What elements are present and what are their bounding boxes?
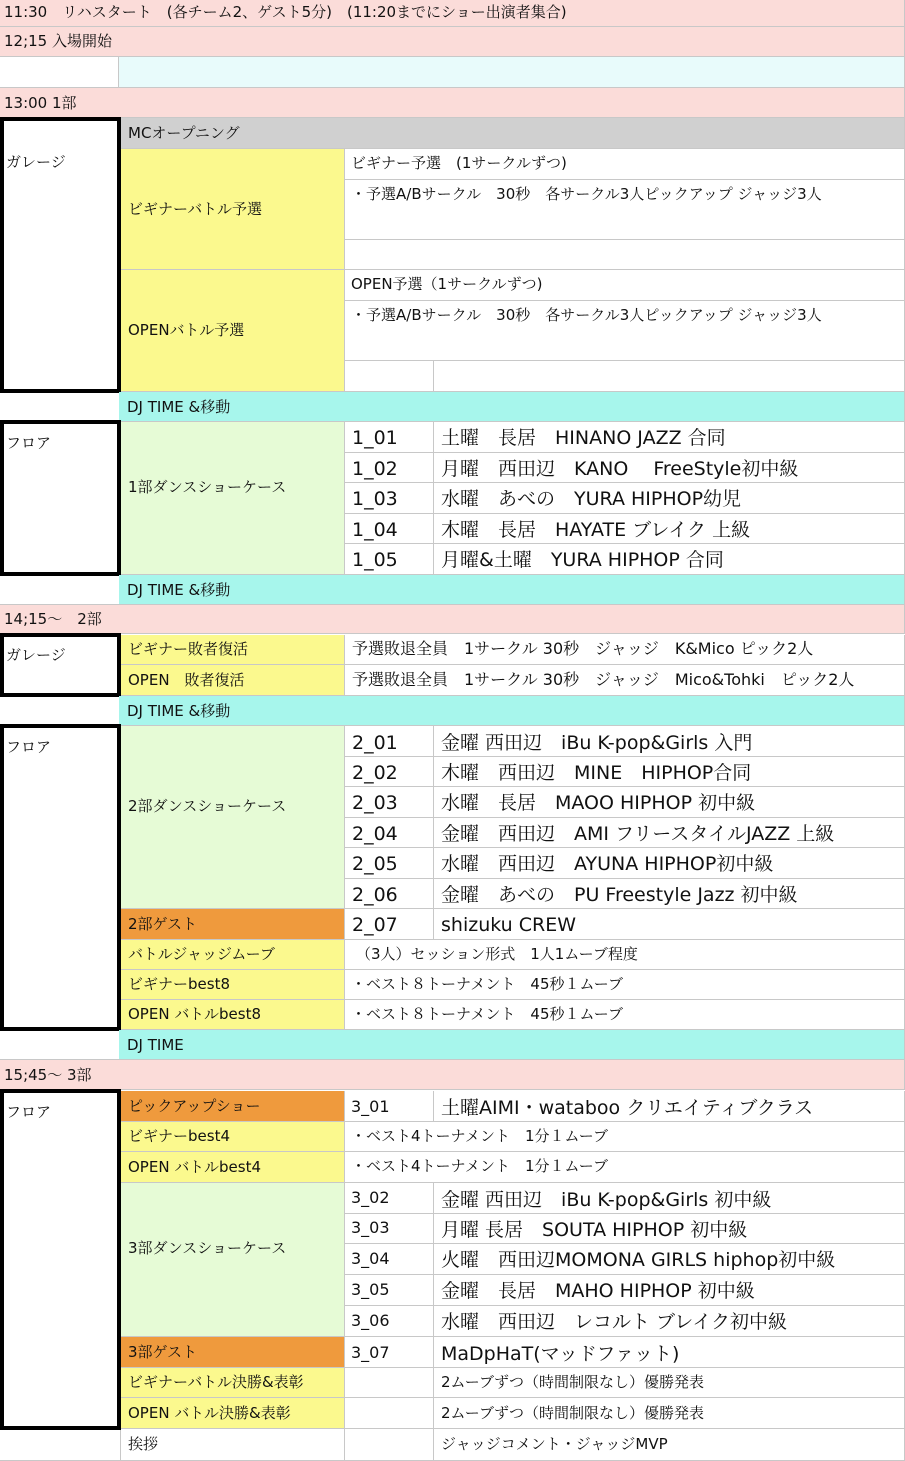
showcase-entry: MaDpHaT(マッドファット) — [441, 1343, 680, 1365]
showcase-number-cell — [345, 757, 434, 787]
showcase-entry-cell — [434, 1275, 905, 1306]
beginner-final-desc: 2ムーブずつ（時間制限なし）優勝発表 — [441, 1373, 705, 1391]
showcase-number: 3_07 — [351, 1343, 390, 1362]
showcase-number-cell — [345, 483, 434, 514]
open-best4-desc: ・ベスト4トーナメント 1分１ムーブ — [351, 1157, 608, 1175]
showcase-number: 2_06 — [352, 884, 398, 906]
showcase-number-cell — [345, 453, 434, 483]
showcase-number-cell — [345, 1306, 434, 1337]
mc-opening-row — [121, 118, 905, 149]
showcase-number: 2_04 — [352, 823, 398, 845]
showcase-entry: shizuku CREW — [441, 914, 576, 936]
pickup-show-label: ピックアップショー — [128, 1097, 261, 1115]
part3-row — [0, 1060, 905, 1090]
showcase-entry: 土曜 長居 HINANO JAZZ 合同 — [441, 427, 726, 449]
showcase-entry-cell — [434, 544, 905, 575]
beginner-best4-label: ビギナーbest4 — [128, 1127, 230, 1145]
floor-label: フロア — [6, 1103, 52, 1121]
open-prelim-cell — [121, 270, 345, 392]
judge-move-desc: （3人）セッション形式 1人1ムーブ程度 — [356, 945, 638, 963]
entry-row — [0, 27, 905, 57]
showcase-number: 1_04 — [352, 519, 398, 541]
part1-row — [0, 88, 905, 118]
showcase-number: 3_04 — [351, 1249, 390, 1268]
showcase-number-cell — [345, 879, 434, 909]
showcase-entry: 金曜 西田辺 AMI フリースタイルJAZZ 上級 — [441, 823, 835, 845]
showcase-entry: 水曜 あべの YURA HIPHOP幼児 — [441, 488, 742, 510]
dj-move-row — [119, 575, 905, 605]
dj-move-row — [119, 392, 905, 422]
showcase-number: 3_05 — [351, 1280, 390, 1299]
open-prelim-detail-cell — [345, 301, 905, 361]
showcase-entry: 月曜 長居 SOUTA HIPHOP 初中級 — [441, 1219, 748, 1241]
rehearsal-row — [0, 0, 905, 27]
showcase-entry: 水曜 西田辺 AYUNA HIPHOP初中級 — [441, 853, 774, 875]
blank-cell — [0, 576, 121, 605]
blank-cell — [434, 361, 905, 392]
beginner-best8-desc: ・ベスト８トーナメント 45秒１ムーブ — [351, 975, 623, 993]
beginner-prelim-label: ビギナーバトル予選 — [128, 200, 262, 218]
showcase-entry-cell — [434, 422, 905, 453]
showcase-number-cell — [345, 1244, 434, 1275]
showcase-number-cell — [345, 422, 434, 453]
blank-cell — [345, 361, 434, 392]
showcase-entry-cell — [434, 848, 905, 879]
showcase-entry-cell — [434, 1214, 905, 1244]
part2-heading: 14;15〜 2部 — [4, 610, 102, 628]
showcase-entry-cell — [434, 1091, 905, 1122]
blank-cell — [0, 57, 119, 88]
greeting-cell — [121, 1429, 345, 1461]
beginner-final-label: ビギナーバトル決勝&表彰 — [128, 1373, 304, 1391]
judge-move-label: バトルジャッジムーブ — [128, 945, 275, 963]
showcase-number-cell — [345, 787, 434, 818]
entry-text: 12;15 入場開始 — [4, 32, 112, 50]
showcase-entry-cell — [434, 909, 905, 940]
blank-cell — [0, 1031, 121, 1060]
greeting-desc-cell — [434, 1429, 905, 1461]
showcase-number: 1_05 — [352, 549, 398, 571]
dj-time-label: DJ TIME — [127, 1036, 184, 1054]
floor-venue-box — [0, 724, 121, 1031]
blank-band — [119, 57, 905, 88]
showcase-number-cell — [345, 1337, 434, 1368]
showcase-number: 2_05 — [352, 853, 398, 875]
showcase3-cell — [121, 1183, 345, 1337]
beginner-best8-label: ビギナーbest8 — [128, 975, 230, 993]
blank-cell — [345, 240, 905, 270]
judge-move-cell — [121, 940, 345, 970]
open-revival-label: OPEN 敗者復活 — [128, 671, 245, 689]
greeting-label: 挨拶 — [128, 1435, 159, 1453]
showcase-entry: 金曜 あべの PU Freestyle Jazz 初中級 — [441, 884, 798, 906]
guest3-cell — [121, 1337, 345, 1368]
showcase-entry: 金曜 長居 MAHO HIPHOP 初中級 — [441, 1280, 755, 1302]
greeting-desc: ジャッジコメント・ジャッジMVP — [441, 1435, 668, 1453]
beginner-best8-desc-cell — [345, 970, 905, 1000]
beginner-revival-label: ビギナー敗者復活 — [128, 640, 249, 658]
dj-move-label: DJ TIME &移動 — [127, 581, 231, 599]
dj-move-label: DJ TIME &移動 — [127, 398, 231, 416]
open-final-desc-cell — [434, 1398, 905, 1429]
open-prelim-label: OPENバトル予選 — [128, 321, 245, 339]
dj-time-row — [119, 1030, 905, 1060]
showcase-number-cell — [345, 848, 434, 879]
blank-cell — [0, 1430, 121, 1461]
open-best4-desc-cell — [345, 1152, 905, 1183]
showcase-number: 3_02 — [351, 1188, 390, 1207]
showcase-number: 3_06 — [351, 1311, 390, 1330]
showcase-number-cell — [345, 909, 434, 940]
showcase-entry-cell — [434, 726, 905, 757]
showcase-entry-cell — [434, 514, 905, 544]
beginner-prelim-title: ビギナー予選 (1サークルずつ) — [351, 154, 567, 172]
beginner-best4-cell — [121, 1122, 345, 1152]
showcase-entry: 月曜 西田辺 KANO FreeStyle初中級 — [441, 458, 799, 480]
open-best8-desc-cell — [345, 1000, 905, 1030]
showcase-number: 1_02 — [352, 458, 398, 480]
open-best4-cell — [121, 1152, 345, 1183]
showcase-entry: 木曜 長居 HAYATE ブレイク 上級 — [441, 519, 751, 541]
floor-label: フロア — [6, 738, 52, 756]
beginner-prelim-detail-cell — [345, 180, 905, 240]
part3-heading: 15;45〜 3部 — [4, 1066, 92, 1084]
showcase-entry-cell — [434, 453, 905, 483]
showcase-entry-cell — [434, 879, 905, 909]
showcase-entry-cell — [434, 1183, 905, 1214]
showcase-entry: 水曜 長居 MAOO HIPHOP 初中級 — [441, 792, 756, 814]
showcase-entry-cell — [434, 787, 905, 818]
showcase-entry-cell — [434, 483, 905, 514]
open-prelim-title: OPEN予選（1サークルずつ) — [351, 275, 543, 293]
beginner-best4-desc-cell — [345, 1122, 905, 1152]
showcase-number: 2_01 — [352, 732, 398, 754]
garage-label: ガレージ — [6, 153, 66, 171]
showcase-entry-cell — [434, 757, 905, 787]
garage-venue-box — [0, 633, 121, 697]
showcase-number-cell — [345, 544, 434, 575]
showcase-number: 3_03 — [351, 1218, 390, 1237]
showcase-number-cell — [345, 818, 434, 848]
floor-label: フロア — [6, 434, 52, 452]
mc-opening-label: MCオープニング — [128, 124, 240, 142]
showcase-number: 1_03 — [352, 488, 398, 510]
rehearsal-text: 11:30 リハスタート (各チーム2、ゲスト5分) (11:20までにショー出演者集合) — [4, 3, 567, 21]
judge-move-desc-cell — [345, 940, 905, 970]
open-final-label: OPEN バトル決勝&表彰 — [128, 1404, 291, 1422]
showcase-number: 1_01 — [352, 427, 398, 449]
open-revival-desc: 予選敗退全員 1サークル 30秒 ジャッジ Mico&Tohki ピック2人 — [352, 670, 855, 689]
beginner-revival-desc-cell — [345, 635, 905, 665]
dj-move-row — [119, 696, 905, 726]
open-final-desc: 2ムーブずつ（時間制限なし）優勝発表 — [441, 1404, 705, 1422]
open-best8-label: OPEN バトルbest8 — [128, 1005, 262, 1023]
showcase-entry-cell — [434, 1244, 905, 1275]
guest2-cell — [121, 909, 345, 940]
showcase-entry: 金曜 西田辺 iBu K-pop&Girls 入門 — [441, 732, 753, 754]
blank-cell — [345, 1429, 434, 1461]
dj-move-label: DJ TIME &移動 — [127, 702, 231, 720]
beginner-revival-cell — [121, 635, 345, 665]
guest3-label: 3部ゲスト — [128, 1343, 197, 1361]
floor-venue-box — [0, 1089, 121, 1430]
beginner-final-cell — [121, 1368, 345, 1398]
beginner-best8-cell — [121, 970, 345, 1000]
garage-venue-box — [0, 117, 121, 393]
guest2-label: 2部ゲスト — [128, 915, 197, 933]
open-best4-label: OPEN バトルbest4 — [128, 1158, 262, 1176]
open-best8-cell — [121, 1000, 345, 1030]
showcase-number-cell — [345, 1214, 434, 1244]
showcase-number-cell — [345, 1183, 434, 1214]
part1-heading: 13:00 1部 — [4, 94, 77, 112]
blank-cell — [0, 393, 121, 422]
beginner-revival-desc: 予選敗退全員 1サークル 30秒 ジャッジ K&Mico ピック2人 — [352, 639, 814, 658]
showcase1-label: 1部ダンスショーケース — [128, 478, 287, 496]
showcase-number: 2_02 — [352, 762, 398, 784]
showcase1-cell — [121, 422, 345, 575]
showcase-number: 2_03 — [352, 792, 398, 814]
showcase-entry: 金曜 西田辺 iBu K-pop&Girls 初中級 — [441, 1189, 772, 1211]
showcase2-label: 2部ダンスショーケース — [128, 797, 287, 815]
showcase-entry: 月曜&土曜 YURA HIPHOP 合同 — [441, 549, 724, 571]
showcase-entry-cell — [434, 1306, 905, 1337]
showcase-entry: 木曜 西田辺 MINE HIPHOP合同 — [441, 762, 752, 784]
showcase-number-cell — [345, 726, 434, 757]
beginner-prelim-title-cell — [345, 149, 905, 180]
blank-cell — [0, 697, 121, 726]
beginner-prelim-cell — [121, 149, 345, 270]
open-prelim-detail: ・予選A/Bサークル 30秒 各サークル3人ピックアップ ジャッジ3人 — [351, 306, 822, 324]
showcase-entry-cell — [434, 818, 905, 848]
floor-venue-box — [0, 420, 121, 576]
showcase3-label: 3部ダンスショーケース — [128, 1239, 287, 1257]
showcase-entry: 土曜AIMI・wataboo クリエイティブクラス — [441, 1097, 814, 1119]
showcase-entry: 火曜 西田辺MOMONA GIRLS hiphop初中級 — [441, 1249, 836, 1271]
garage-label: ガレージ — [6, 646, 66, 664]
showcase-number: 2_07 — [352, 914, 398, 936]
open-best8-desc: ・ベスト８トーナメント 45秒１ムーブ — [351, 1005, 623, 1023]
showcase-number-cell — [345, 1091, 434, 1122]
open-final-cell — [121, 1398, 345, 1429]
open-revival-desc-cell — [345, 665, 905, 696]
blank-cell — [345, 1398, 434, 1429]
showcase-number: 3_01 — [351, 1097, 390, 1116]
showcase-number-cell — [345, 514, 434, 544]
open-revival-cell — [121, 665, 345, 696]
beginner-final-desc-cell — [434, 1368, 905, 1398]
showcase-entry: 水曜 西田辺 レコルト ブレイク初中級 — [441, 1311, 787, 1333]
pickup-show-cell — [121, 1091, 345, 1122]
showcase-number-cell — [345, 1275, 434, 1306]
beginner-best4-desc: ・ベスト4トーナメント 1分１ムーブ — [351, 1127, 608, 1145]
showcase2-cell — [121, 726, 345, 909]
part2-row — [0, 605, 905, 634]
blank-cell — [345, 1368, 434, 1398]
showcase-entry-cell — [434, 1337, 905, 1368]
open-prelim-title-cell — [345, 270, 905, 301]
beginner-prelim-detail: ・予選A/Bサークル 30秒 各サークル3人ピックアップ ジャッジ3人 — [351, 185, 822, 203]
